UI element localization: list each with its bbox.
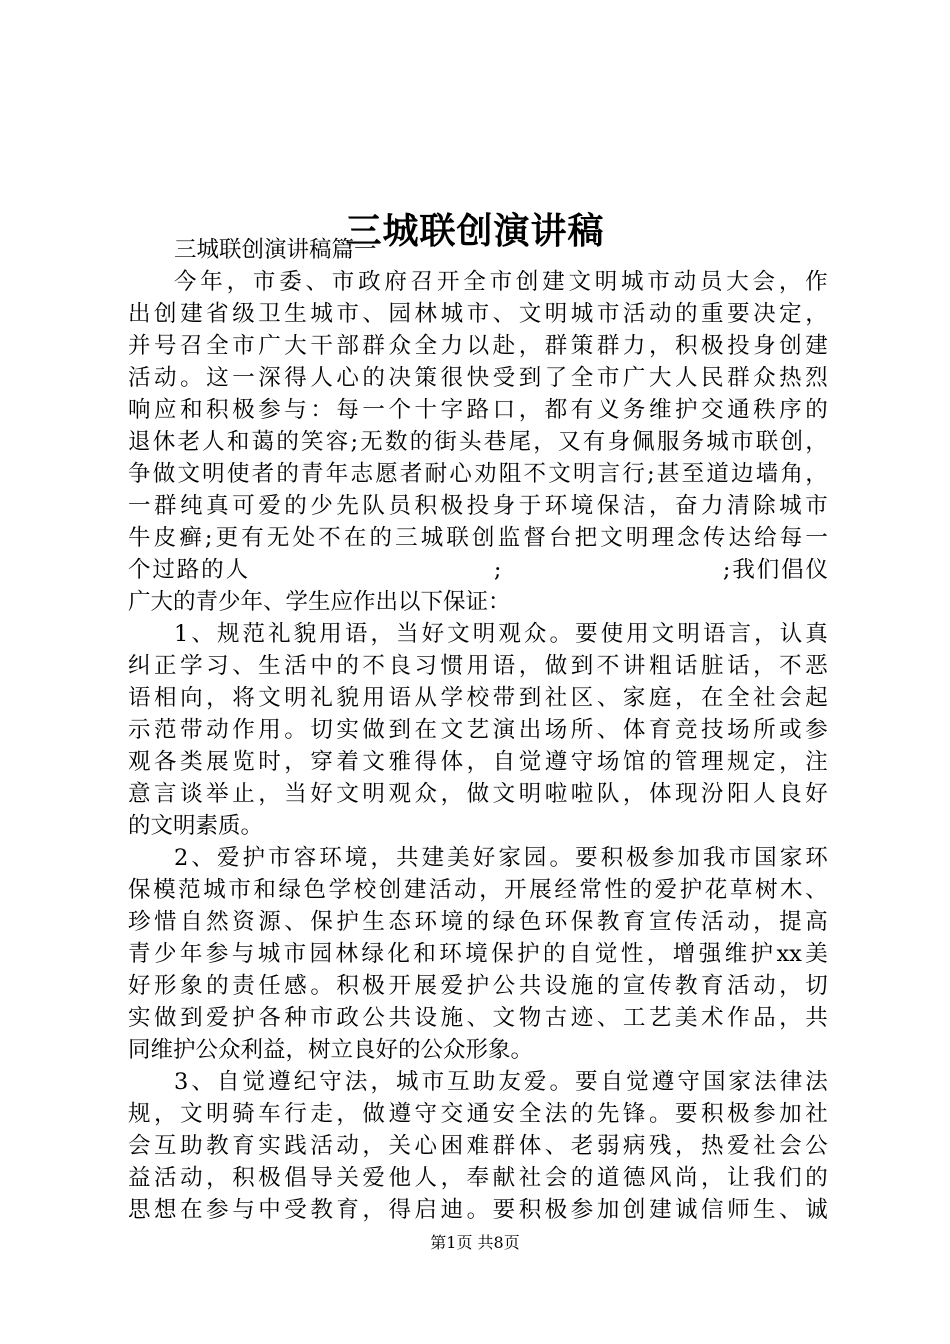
- text-line: 一 群 纯 真 可 爱 的 少 先 队 员 积 极 投 身 于 环 境 保 洁 ， 奋 力 清 除 城 市: [128, 493, 828, 519]
- text-line: 同维护公众利益，树立良好的公众形象。: [128, 1037, 534, 1063]
- text-line: 青 少 年 参 与 城 市 园 林 绿 化 和 环 境 保 护 的 自 觉 性 ， 增 强 维 护 xx 美: [128, 941, 828, 967]
- text-line: 出 创 建 省 级 卫 生 城 市 、 园 林 城 市 、 文 明 城 市 活 动 的 重 要 决 定 ，: [128, 301, 828, 327]
- text-line: 并 号 召 全 市 广 大 干 部 群 众 全 力 以 赴 ， 群 策 群 力 ， 积 极 投 身 创 建: [128, 333, 828, 359]
- text-line: 示 范 带 动 作 用 。 切 实 做 到 在 文 艺 演 出 场 所 、 体 育 竞 技 场 所 或 参: [128, 717, 828, 743]
- text-line: 会 互 助 教 育 实 践 活 动 ， 关 心 困 难 群 体 、 老 弱 病 残 ， 热 爱 社 会 公: [128, 1133, 828, 1159]
- text-line: 个 过 路 的 人 ; ; 我 们 倡 仪: [128, 557, 828, 583]
- document-body: [128, 234, 828, 1226]
- text-line: 珍 惜 自 然 资 源 、 保 护 生 态 环 境 的 绿 色 环 保 教 育 宣 传 活 动 ， 提 高: [128, 909, 828, 935]
- text-line: 好 形 象 的 责 任 感 。 积 极 开 展 爱 护 公 共 设 施 的 宣 传 教 育 活 动 ， 切: [128, 973, 828, 999]
- text-line: 语 相 向 ， 将 文 明 礼 貌 用 语 从 学 校 带 到 社 区 、 家 庭 ， 在 全 社 会 起: [128, 685, 828, 711]
- document-title: 三城联创演讲稿: [345, 210, 605, 253]
- page-footer: 第1页 共8页: [430, 1233, 520, 1252]
- text-line: 观 各 类 展 览 时 ， 穿 着 文 雅 得 体 ， 自 觉 遵 守 场 馆 的 管 理 规 定 ， 注: [128, 749, 828, 775]
- text-line: 实 做 到 爱 护 各 种 市 政 公 共 设 施 、 文 物 古 迹 、 工 艺 美 术 作 品 ， 共: [128, 1005, 828, 1031]
- text-line: 争 做 文 明 使 者 的 青 年 志 愿 者 耐 心 劝 阻 不 文 明 言 行 ; 甚 至 道 边 墙 角 ，: [128, 461, 828, 487]
- text-line: 退 休 老 人 和 蔼 的 笑 容 ; 无 数 的 街 头 巷 尾 ， 又 有 身 佩 服 务 城 市 联 创 ，: [128, 429, 828, 455]
- text-line: 思 想 在 参 与 中 受 教 育 ， 得 启 迪 。 要 积 极 参 加 创 建 诚 信 师 生 、 诚: [128, 1197, 828, 1223]
- text-line: 响 应 和 积 极 参 与 ： 每 一 个 十 字 路 口 ， 都 有 义 务 维 护 交 通 秩 序 的: [128, 397, 828, 423]
- text-line: 规 ， 文 明 骑 车 行 走 ， 做 遵 守 交 通 安 全 法 的 先 锋 。 要 积 极 参 加 社: [128, 1101, 828, 1127]
- text-line: 牛 皮 癣 ; 更 有 无 处 不 在 的 三 城 联 创 监 督 台 把 文 明 理 念 传 达 给 每 一: [128, 525, 828, 551]
- text-line: 3 、 自 觉 遵 纪 守 法 ， 城 市 互 助 友 爱 。 要 自 觉 遵 守 国 家 法 律 法: [174, 1069, 828, 1095]
- text-line: 纠 正 学 习 、 生 活 中 的 不 良 习 惯 用 语 ， 做 到 不 讲 粗 话 脏 话 ， 不 恶: [128, 653, 828, 679]
- text-line: 的文明素质。: [128, 813, 264, 839]
- text-line: 2 、 爱 护 市 容 环 境 ， 共 建 美 好 家 园 。 要 积 极 参 加 我 市 国 家 环: [174, 845, 828, 871]
- text-line: 广大的青少年、学生应作出以下保证：: [128, 589, 511, 615]
- text-line: 1 、 规 范 礼 貌 用 语 ， 当 好 文 明 观 众 。 要 使 用 文 明 语 言 ， 认 真: [174, 621, 828, 647]
- text-line: 保 模 范 城 市 和 绿 色 学 校 创 建 活 动 ， 开 展 经 常 性 的 爱 护 花 草 树 木 、: [128, 877, 828, 903]
- text-line: 意 言 谈 举 止 ， 当 好 文 明 观 众 ， 做 文 明 啦 啦 队 ， 体 现 汾 阳 人 良 好: [128, 781, 828, 807]
- text-line: 活 动 。 这 一 深 得 人 心 的 决 策 很 快 受 到 了 全 市 广 大 人 民 群 众 热 烈: [128, 365, 828, 391]
- text-line: 益 活 动 ， 积 极 倡 导 关 爱 他 人 ， 奉 献 社 会 的 道 德 风 尚 ， 让 我 们 的: [128, 1165, 828, 1191]
- text-line: 三城联创演讲稿篇一: [174, 237, 377, 263]
- text-line: 今 年 ， 市 委 、 市 政 府 召 开 全 市 创 建 文 明 城 市 动 员 大 会 ， 作: [174, 269, 828, 295]
